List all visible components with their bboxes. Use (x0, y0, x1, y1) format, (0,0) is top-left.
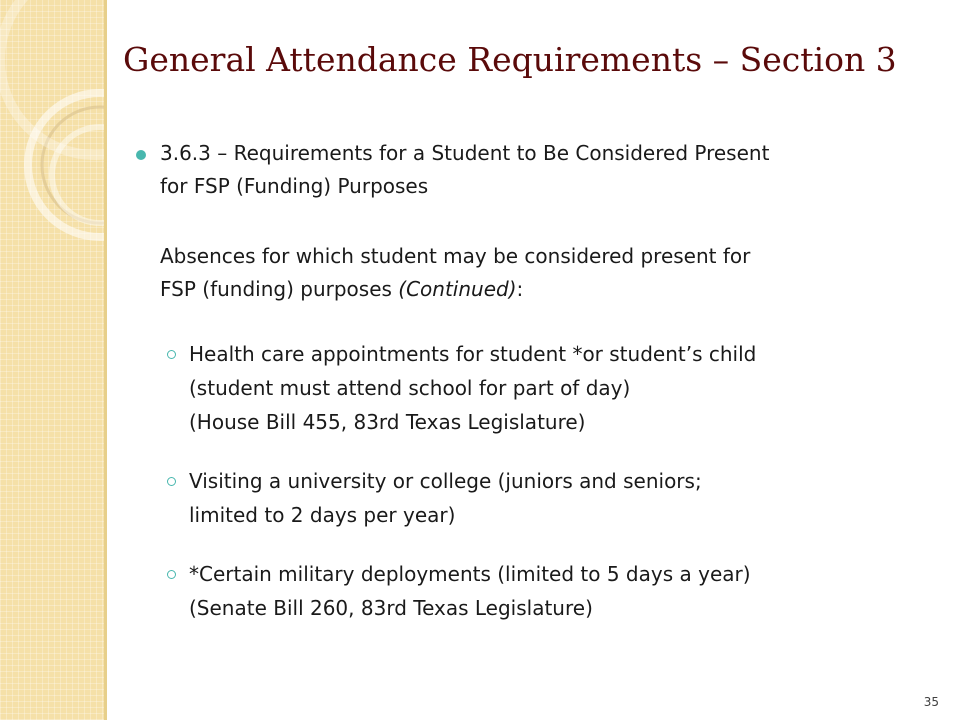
sub-item-2-line-1: Visiting a university or college (juniors and seniors; (189, 469, 702, 493)
decorative-side-panel (0, 0, 107, 720)
absences-intro-line-2 (160, 274, 523, 304)
sub-item-1-line-1: Health care appointments for student *or student’s child (189, 342, 757, 366)
sub-bullet-icon (167, 570, 176, 579)
absences-intro-line-1: Absences for which student may be considered present for (160, 244, 751, 268)
main-point-line-2: for FSP (Funding) Purposes (160, 174, 429, 198)
slide-title: General Attendance Requirements – Section 3 (123, 40, 897, 79)
main-point-line-1: 3.6.3 – Requirements for a Student to Be Considered Present (160, 141, 770, 165)
main-bullet-icon (136, 150, 146, 160)
sub-item-3-line-2: (Senate Bill 260, 83rd Texas Legislature) (189, 596, 593, 620)
sub-item-3-line-1: *Certain military deployments (limited to 5 days a year) (189, 562, 751, 586)
absences-intro-text: FSP (funding) purposes (160, 277, 399, 301)
sub-item-1-line-3: (House Bill 455, 83rd Texas Legislature) (189, 410, 586, 434)
sub-item-1-line-2: (student must attend school for part of day) (189, 376, 631, 400)
sub-bullet-icon (167, 477, 176, 486)
page-number: 35 (923, 695, 939, 709)
sub-item-2-line-2: limited to 2 days per year) (189, 503, 456, 527)
colon: : (516, 277, 524, 301)
decorative-rings (0, 0, 104, 720)
sub-bullet-icon (167, 350, 176, 359)
continued-label: (Continued) (398, 277, 517, 301)
